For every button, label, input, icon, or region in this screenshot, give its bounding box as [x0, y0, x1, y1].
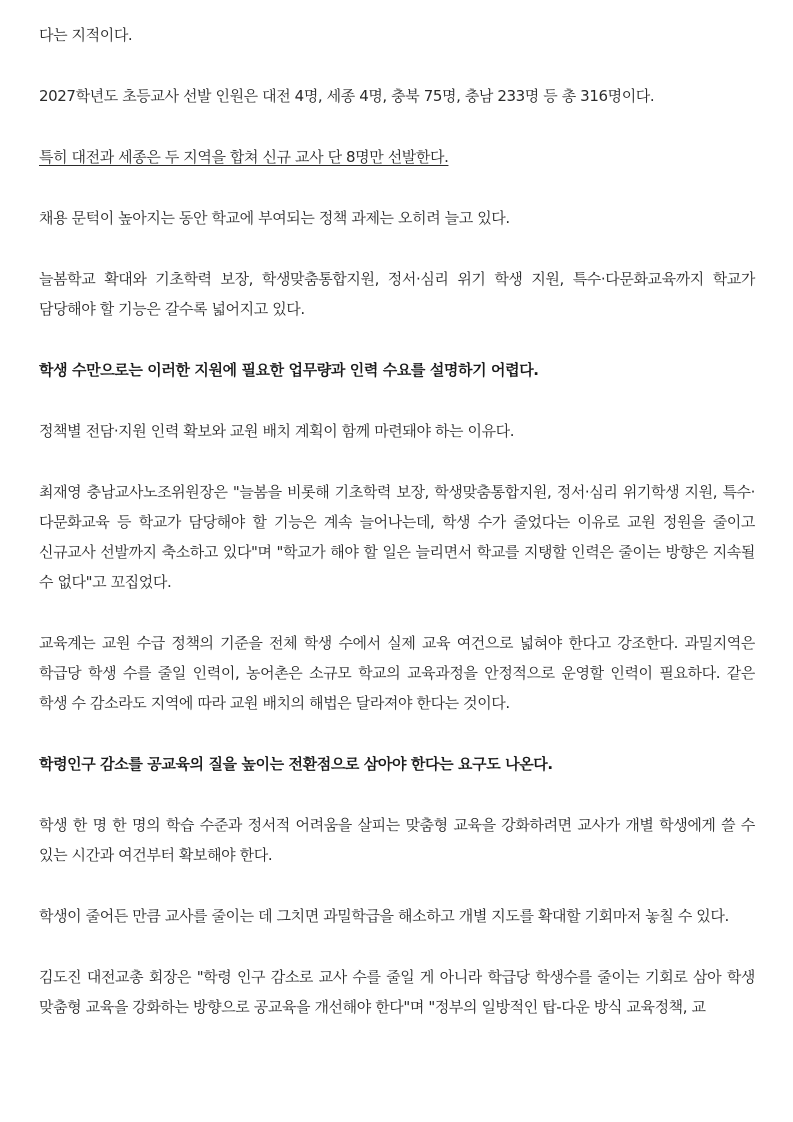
- paragraph-school-functions: 늘봄학교 확대와 기초학력 보장, 학생맞춤통합지원, 정서·심리 위기 학생 지원, 특수·다문화교육까지 학교가 담당해야 할 기능은 갈수록 넓어지고 있다.: [39, 270, 755, 318]
- paragraph-subheading-workload: 학생 수만으로는 이러한 지원에 필요한 업무량과 인력 수요를 설명하기 어렵다.: [39, 361, 539, 379]
- paragraph-highlight-underlined: [39, 142, 755, 172]
- article-body: [39, 20, 755, 1053]
- paragraph-federation-quote: 김도진 대전교총 회장은 "학령 인구 감소로 교사 수를 줄일 게 아니라 학급당 학생수를 줄이는 기회로 삼아 학생 맞춤형 교육을 강화하는 방향으로 공교육을 개선해야 한다"며 "정부의 일방적인 탑-다운 방식 교육정책, 교: [39, 968, 755, 1016]
- paragraph-policy-tasks: 채용 문턱이 높아지는 동안 학교에 부여되는 정책 과제는 오히려 늘고 있다.: [39, 209, 510, 227]
- paragraph-staffing-plan: 정책별 전담·지원 인력 확보와 교원 배치 계획이 함께 마련돼야 하는 이유다.: [39, 422, 515, 440]
- paragraph-education-sector: 교육계는 교원 수급 정책의 기준을 전체 학생 수에서 실제 교육 여건으로 넓혀야 한다고 강조한다. 과밀지역은 학급당 학생 수를 줄일 인력이, 농어촌은 소규모 학교의 교육과정을 안정적으로 운영할 인력이 필요하다. 같은 학생 수 감소라도 지역에 따라 교원 배치의 해법은 달라져야 한다는 것이다.: [39, 634, 755, 712]
- paragraph-subheading-turning-point: 학령인구 감소를 공교육의 질을 높이는 전환점으로 삼아야 한다는 요구도 나온다.: [39, 755, 553, 773]
- paragraph-continuation: 다는 지적이다.: [39, 26, 133, 44]
- underlined-text: 특히 대전과 세종은 두 지역을 합쳐 신규 교사 단 8명만 선발한다.: [39, 148, 449, 166]
- paragraph-recruitment-numbers: 2027학년도 초등교사 선발 인원은 대전 4명, 세종 4명, 충북 75명, 충남 233명 등 총 316명이다.: [39, 87, 655, 105]
- paragraph-union-quote: 최재영 충남교사노조위원장은 "늘봄을 비롯해 기초학력 보장, 학생맞춤통합지원, 정서·심리 위기학생 지원, 특수·다문화교육 등 학교가 담당해야 할 기능은 계속 늘어나는데, 학생 수가 줄었다는 이유로 교원 정원을 줄이고 신규교사 선발까지 축소하고 있다"며 "학교가 해야 할 일은 늘리면서 학교를 지탱할 인력은 줄이는 방향은 지속될 수 없다"고 꼬집었다.: [39, 483, 755, 591]
- paragraph-overcrowded-classes: 학생이 줄어든 만큼 교사를 줄이는 데 그치면 과밀학급을 해소하고 개별 지도를 확대할 기회마저 놓칠 수 있다.: [39, 907, 729, 925]
- paragraph-customized-education: 학생 한 명 한 명의 학습 수준과 정서적 어려움을 살피는 맞춤형 교육을 강화하려면 교사가 개별 학생에게 쓸 수 있는 시간과 여건부터 확보해야 한다.: [39, 816, 755, 864]
